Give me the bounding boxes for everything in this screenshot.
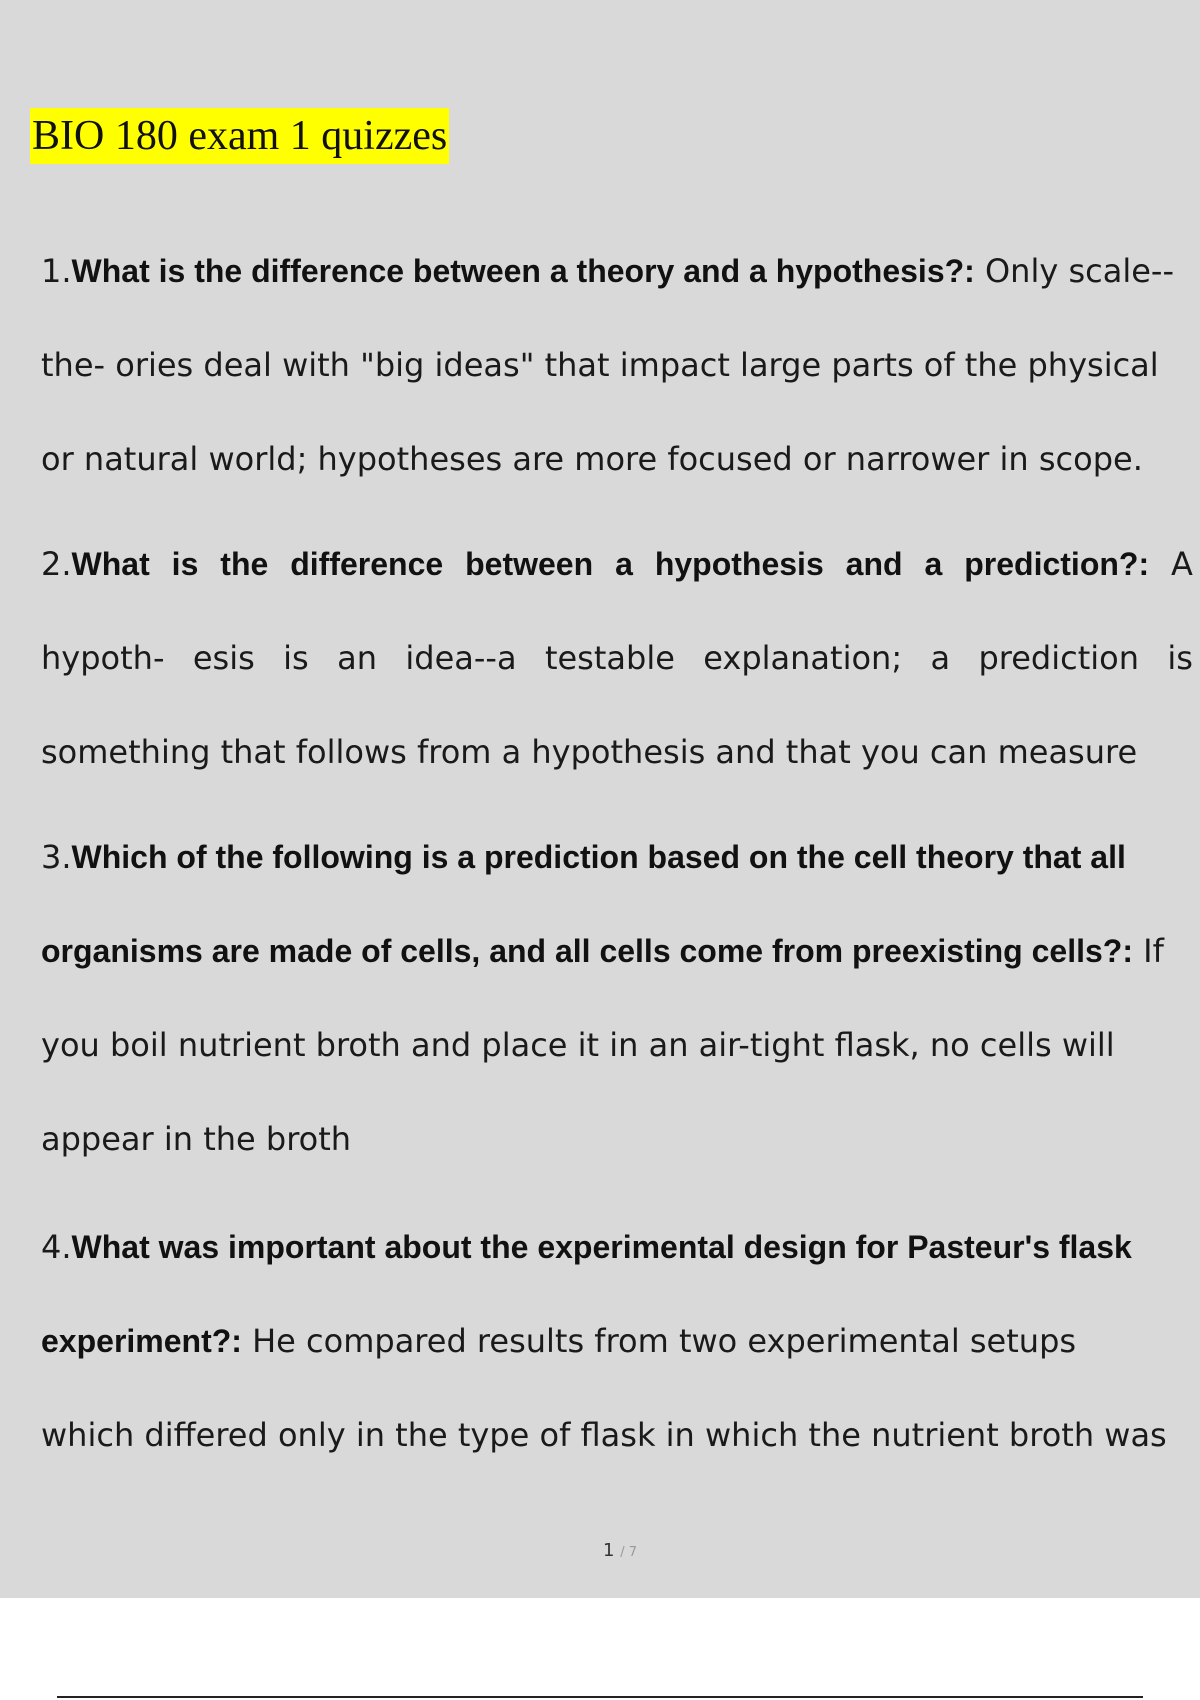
answer-word: an [337,639,377,677]
item-number: 4. [41,1228,72,1266]
qa-item-2 [41,543,1193,825]
question-text: experiment?: [41,1323,242,1359]
answer-text: He compared results from two experimental setups [241,1322,1077,1360]
answer-text: If [1132,932,1164,970]
answer-text: or natural world; hypotheses are more focused or narrower in scope. [41,440,1143,478]
document-title: BIO 180 exam 1 quizzes [30,108,449,164]
answer-text: appear in the broth [41,1120,352,1158]
answer-word: esis [192,639,255,677]
qa-line [41,731,1193,825]
qa-line [41,344,1193,438]
answer-text: something that follows from a hypothesis and that you can measure [41,733,1138,771]
qa-line [41,637,1193,731]
question-word: the [220,546,269,582]
answer-text: you boil nutrient broth and place it in an air-tight flask, no cells will [41,1026,1115,1064]
question-text: What is the difference between a theory and a hypothesis?: [71,253,975,289]
qa-line [41,1320,1193,1414]
qa-line [41,1024,1193,1118]
item-number: 1. [41,252,72,290]
qa-line [41,1414,1193,1508]
qa-line [41,543,1193,637]
total-pages: / 7 [620,1545,637,1560]
question-text: organisms are made of cells, and all cells come from preexisting cells?: [41,933,1133,969]
qa-line [41,836,1193,930]
qa-line [41,1226,1193,1320]
answer-word: A [1171,545,1193,583]
question-word: hypothesis [654,546,824,582]
item-number: 2. [41,545,72,583]
qa-line [41,1118,1193,1212]
qa-line [41,930,1193,1024]
question-word: prediction?: [964,546,1150,582]
answer-word: testable [544,639,675,677]
answer-word: is [1167,639,1193,677]
qa-line [41,250,1193,344]
question-word: between [465,546,594,582]
qa-item-1 [41,250,1193,532]
answer-word: a [930,639,951,677]
question-word: a [615,546,633,582]
question-word: difference [290,546,444,582]
question-word: and [845,546,903,582]
question-text: Which of the following is a prediction based on the cell theory that all [71,839,1126,875]
answer-word: prediction [978,639,1140,677]
answer-text: the- ories deal with "big ideas" that impact large parts of the physical [41,346,1159,384]
next-page-rule [57,1696,1143,1698]
answer-word: is [283,639,309,677]
answer-text: Only scale-- [974,252,1174,290]
answer-word: hypoth- [41,639,165,677]
question-text: What was important about the experimental design for Pasteur's flask [71,1229,1132,1265]
qa-item-3 [41,836,1193,1212]
page-counter [0,1540,1200,1561]
question-word: What [71,546,150,582]
qa-line [41,438,1193,532]
answer-word: idea--a [405,639,517,677]
answer-text: which differed only in the type of flask in which the nutrient broth was [41,1416,1167,1454]
qa-item-4 [41,1226,1193,1508]
current-page-number: 1 [603,1540,615,1561]
item-number: 3. [41,838,72,876]
question-word: is [171,546,199,582]
answer-word: explanation; [703,639,903,677]
question-word: a [924,546,943,582]
